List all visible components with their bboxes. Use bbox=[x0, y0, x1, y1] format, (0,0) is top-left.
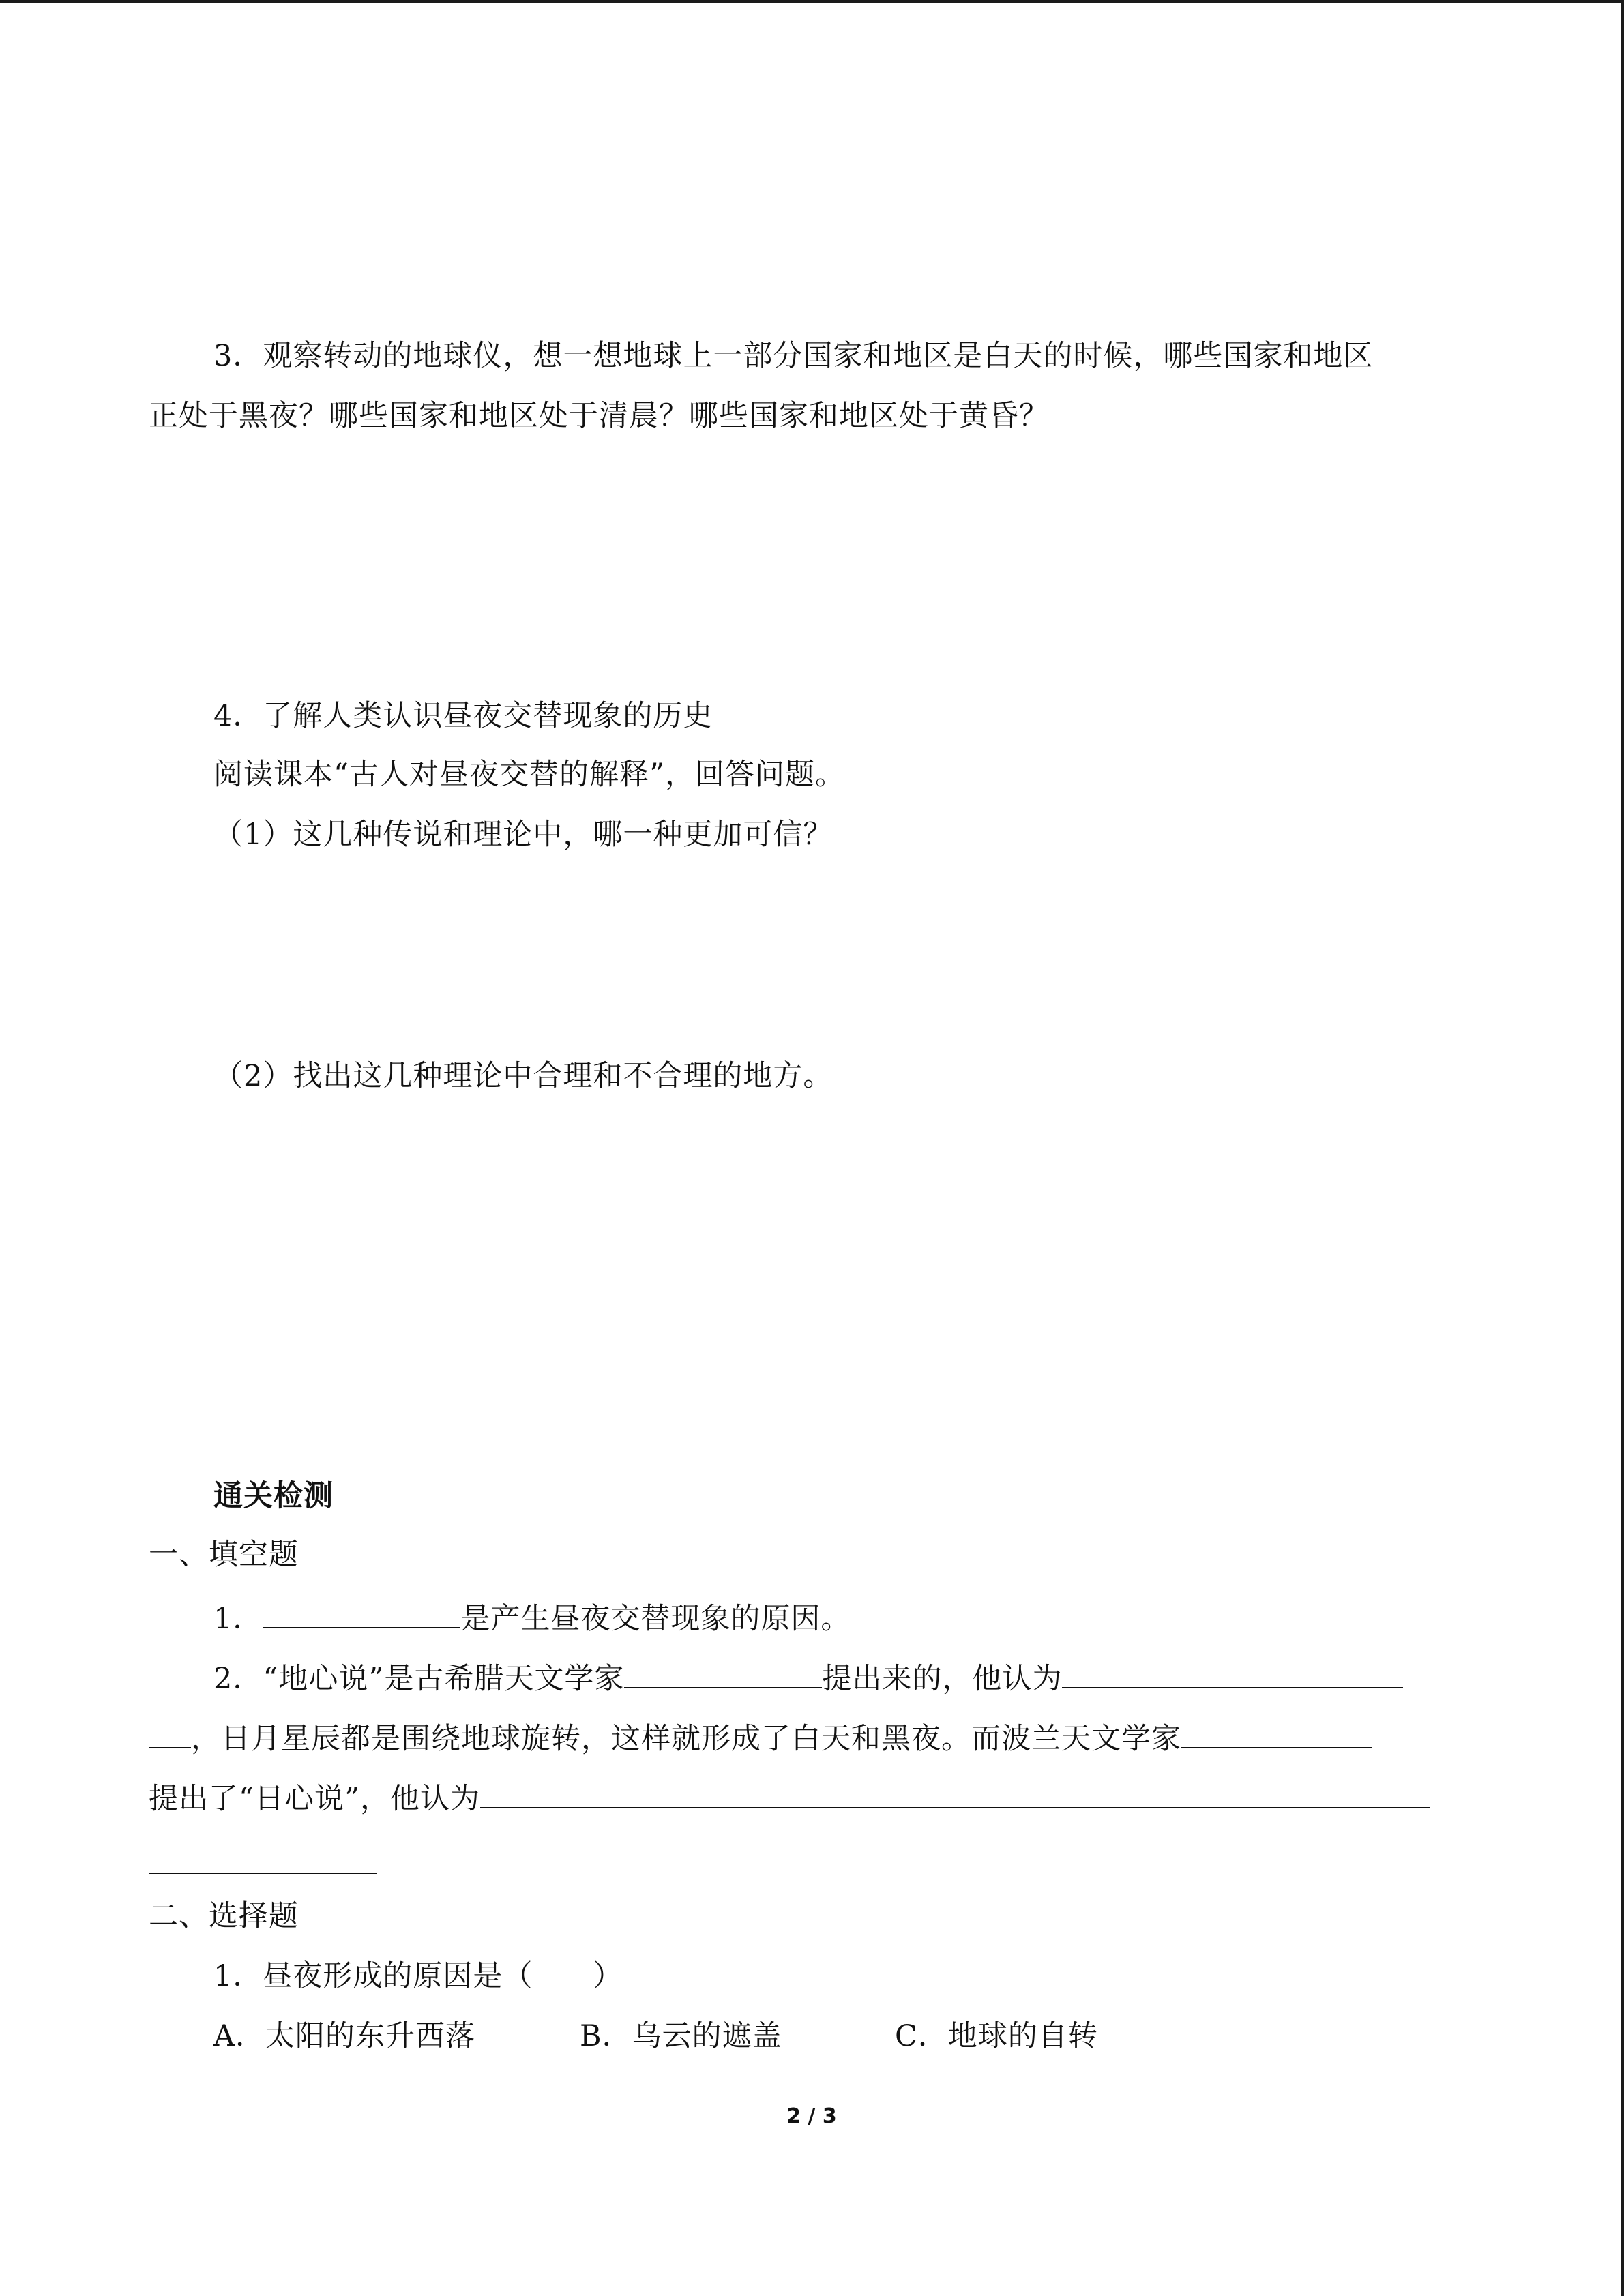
fill1-blank[interactable] bbox=[263, 1596, 460, 1628]
fill-question-1 bbox=[213, 1596, 851, 1639]
fill2-part-d: 提出了“日心说”，他认为 bbox=[149, 1782, 480, 1816]
fill-question-2-line-1 bbox=[213, 1656, 1403, 1699]
fill2-part-c: ，日月星辰都是围绕地球旋转，这样就形成了白天和黑夜。而波兰天文学家 bbox=[191, 1722, 1181, 1756]
q3-line-1: 3．观察转动的地球仪，想一想地球上一部分国家和地区是白天的时候，哪些国家和地区 bbox=[213, 339, 1374, 373]
test-heading: 通关检测 bbox=[213, 1479, 334, 1513]
fill2-geocentric-view-blank[interactable] bbox=[1062, 1656, 1403, 1688]
choice-option-a[interactable]: A．太阳的东升西落 bbox=[213, 2019, 476, 2053]
fill2-heliocentric-view-blank[interactable] bbox=[480, 1776, 1430, 1808]
page-right-border bbox=[1621, 0, 1624, 2296]
fill-question-2-line-3 bbox=[149, 1776, 1430, 1819]
fill2-part-a: 2．“地心说”是古希腊天文学家 bbox=[213, 1662, 625, 1696]
page-number: 2 / 3 bbox=[786, 2104, 837, 2128]
choice-section-title: 二、选择题 bbox=[149, 1899, 299, 1933]
fill-in-section-title: 一、填空题 bbox=[149, 1538, 299, 1572]
fill2-geocentric-view-blank-cont[interactable] bbox=[149, 1716, 191, 1748]
page-top-border bbox=[0, 0, 1624, 3]
fill-question-2-line-2 bbox=[149, 1716, 1372, 1759]
choice-option-c[interactable]: C．地球的自转 bbox=[895, 2019, 1098, 2053]
q4-title: 4．了解人类认识昼夜交替现象的历史 bbox=[213, 699, 713, 733]
fill2-polish-astronomer-blank[interactable] bbox=[1181, 1716, 1372, 1748]
fill1-suffix: 是产生昼夜交替现象的原因。 bbox=[460, 1602, 851, 1636]
fill2-part-b: 提出来的，他认为 bbox=[822, 1662, 1063, 1696]
fill2-astronomer-blank[interactable] bbox=[624, 1656, 822, 1688]
q4-sub-question-1: （1）这几种传说和理论中，哪一种更加可信？ bbox=[213, 818, 833, 852]
choice-question-1: 1．昼夜形成的原因是（ ） bbox=[213, 1959, 623, 1993]
q4-intro: 阅读课本“古人对昼夜交替的解释”，回答问题。 bbox=[213, 758, 845, 792]
fill2-heliocentric-view-blank-cont[interactable] bbox=[149, 1873, 377, 1874]
q4-sub-question-2: （2）找出这几种理论中合理和不合理的地方。 bbox=[213, 1059, 833, 1093]
q3-line-2: 正处于黑夜？哪些国家和地区处于清晨？哪些国家和地区处于黄昏？ bbox=[149, 399, 1049, 433]
fill1-prefix: 1． bbox=[213, 1602, 263, 1636]
choice-option-b[interactable]: B．乌云的遮盖 bbox=[580, 2019, 782, 2053]
